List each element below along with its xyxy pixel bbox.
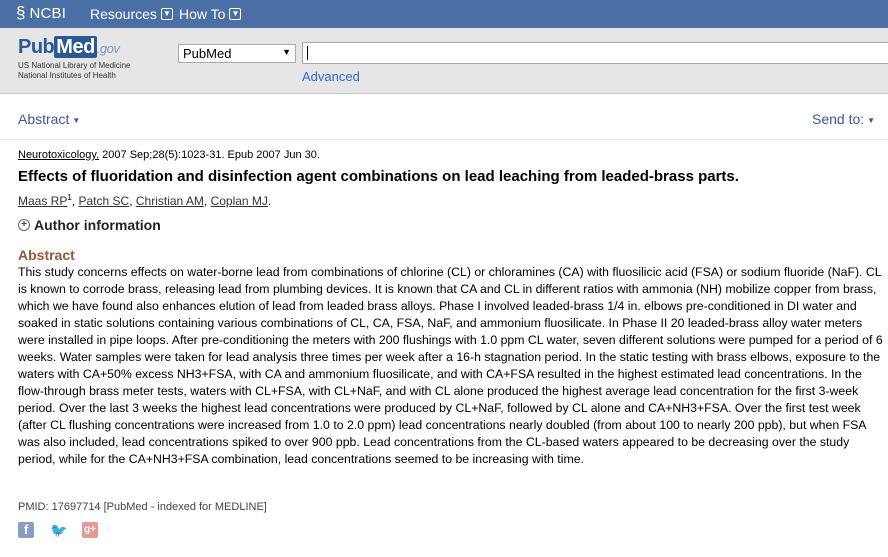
send-to-label: Send to:: [812, 111, 865, 127]
advanced-search-link[interactable]: Advanced: [302, 69, 360, 84]
format-label: Abstract: [18, 111, 70, 127]
author-link[interactable]: Patch SC: [78, 194, 130, 208]
resources-label: Resources: [90, 6, 157, 22]
logo-gov: .gov: [96, 41, 120, 56]
ncbi-logo-text: NCBI: [29, 4, 67, 22]
twitter-icon[interactable]: 🐦: [50, 522, 68, 538]
resources-menu[interactable]: [90, 6, 173, 22]
pubmed-header: [0, 28, 888, 94]
citation-line: [18, 149, 320, 161]
citation-details: 2007 Sep;28(5):1023-31. Epub 2007 Jun 30.: [99, 149, 320, 161]
search-input[interactable]: [302, 42, 888, 64]
author-information-toggle[interactable]: [18, 217, 161, 233]
author-link[interactable]: Christian AM: [135, 194, 204, 208]
format-menu[interactable]: [18, 111, 80, 127]
author-information-label: Author information: [34, 217, 161, 233]
text-cursor: [307, 46, 308, 60]
author-affiliation-sup: 1: [67, 193, 72, 202]
chevron-down-icon: ▼: [161, 8, 173, 20]
expand-plus-icon: +: [18, 219, 30, 231]
journal-link[interactable]: Neurotoxicology.: [18, 149, 100, 161]
pubmed-wordmark: [18, 36, 158, 59]
database-select[interactable]: [178, 44, 296, 63]
ncbi-top-bar: [0, 0, 888, 28]
org-line-1: US National Library of Medicine: [18, 61, 131, 70]
abstract-heading: Abstract: [18, 247, 75, 263]
logo-med: Med: [56, 36, 95, 58]
caret-down-icon: ▼: [867, 115, 876, 125]
pmid-line: PMID: 17697714 [PubMed - indexed for MEDLINE]: [18, 501, 267, 513]
author-link[interactable]: Coplan MJ: [210, 194, 268, 208]
divider: [0, 139, 888, 140]
ncbi-logo[interactable]: [16, 4, 66, 22]
send-to-menu[interactable]: [812, 111, 875, 127]
share-icons: [18, 522, 98, 538]
org-line-2: National Institutes of Health: [18, 71, 116, 80]
author-list: Maas $RP^1$, Patch SC, Christian AM, Coplan MJ.: [18, 193, 272, 208]
article-title: Effects of fluoridation and disinfection agent combinations on lead leaching from leaded-brass parts.: [18, 168, 739, 185]
abstract-text: This study concerns effects on water-borne lead from combinations of chlorine (CL) or chloramines (CA) with fluosilicic acid (FSA) or sodium fluoride (NaF). CL is known to corrode brass, releasing lead from plumbing devices. It is known that CA and CL in different ratios with ammonia (NH) mobilize copper from brass, which we have found also enhances elution of lead from leaded brass alloys. Phase I involved leaded-brass 1/4 in. elbows pre-conditioned in DI water and soaked in static solutions containing various combinations of CL, CA, FSA, NaF, and ammonium fluosilicate. In Phase II 20 leaded-brass alloy water meters were installed in pipe loops. After pre-conditioning the meters with 200 flushings with 1.0 ppm CL water, seven different solutions were pumped for a period of 6 weeks. Water samples were taken for lead analysis three times per week after a 16-h stagnation period. In the static testing with brass elbows, exposure to the waters with CA+50% excess NH3+FSA, with CA and ammonium fluosilicate, and with CA+FSA resulted in the highest estimated lead concentrations. In the flow-through brass meter tests, waters with CL+FSA, with CL+NaF, and with CL alone produced the highest average lead concentration for the first 3-week period. Over the last 3 weeks the highest lead concentrations were produced by CL+NaF, followed by CL alone and CA+NH3+FSA. Over the first test week (after CL flushing concentrations were increased from 1.0 to 2.0 ppm) lead concentrations nearly doubled (from about 100 to nearly 200 ppb), but when FSA was also included, lead concentrations spiked to over 900 ppb. Lead concentrations from the CL-based waters appeared to be decreasing over the study period, while for the CA+NH3+FSA combination, lead concentrations seemed to be increasing with time.: [18, 265, 883, 466]
logo-pub: Pub: [18, 36, 55, 58]
caret-down-icon: ▼: [72, 115, 81, 125]
howto-label: How To: [179, 6, 226, 22]
ncbi-helix-icon: §: [16, 3, 26, 22]
google-plus-icon[interactable]: g+: [82, 522, 98, 538]
author-link[interactable]: Maas RP: [18, 194, 68, 208]
chevron-down-icon: ▼: [229, 8, 241, 20]
database-value: PubMed: [183, 46, 232, 61]
facebook-icon[interactable]: f: [18, 522, 34, 538]
pubmed-logo[interactable]: [18, 36, 158, 81]
dropdown-arrow-icon: ▼: [282, 47, 291, 57]
howto-menu[interactable]: [179, 6, 241, 22]
